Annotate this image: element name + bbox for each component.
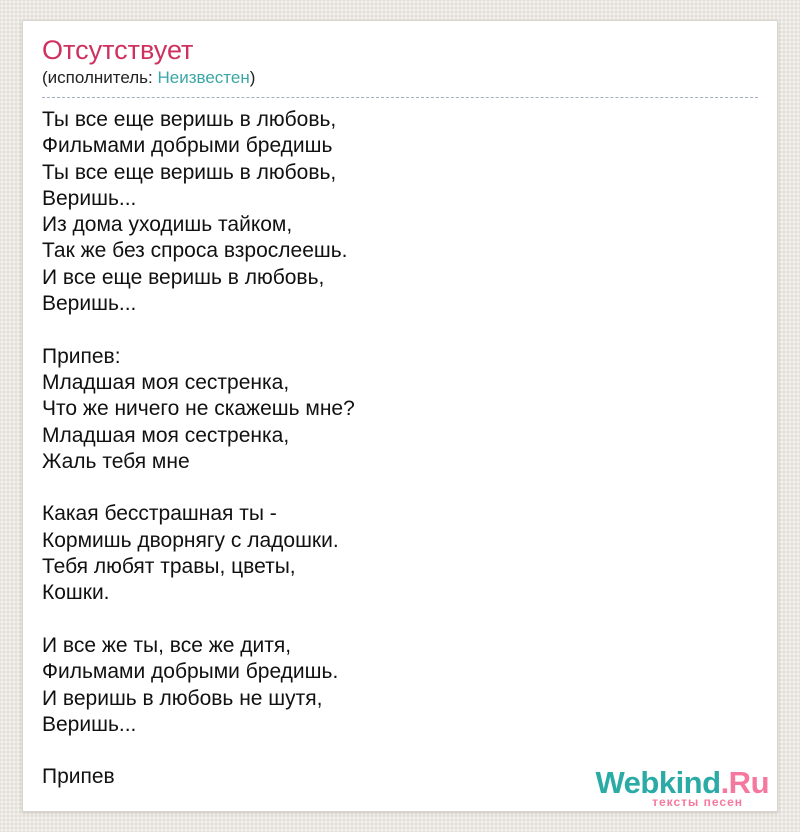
lyrics-line: Тебя любят травы, цветы, (42, 555, 296, 579)
lyrics-line: Кошки. (42, 581, 110, 605)
lyrics-line (42, 738, 758, 764)
lyrics-line: Фильмами добрыми бредишь (42, 134, 333, 158)
logo-text-ru: .Ru (720, 765, 769, 800)
lyrics-line: Из дома уходишь тайком, (42, 213, 293, 237)
lyrics-line: И веришь в любовь не шутя, (42, 686, 323, 710)
lyrics-text (42, 107, 758, 791)
lyrics-line: Так же без спроса взрослеешь. (42, 239, 348, 263)
artist-label: (исполнитель: (42, 68, 158, 87)
lyrics-line: Припев: (42, 344, 121, 368)
lyrics-line: Жаль тебя мне (42, 449, 190, 473)
page-title: Отсутствует (42, 35, 194, 65)
lyrics-line: Что же ничего не скажешь мне? (42, 397, 355, 421)
webkind-logo[interactable] (595, 765, 769, 809)
lyrics-line (42, 317, 758, 343)
lyrics-line: Кормишь дворнягу с ладошки. (42, 528, 339, 552)
logo-tagline: тексты песен (652, 795, 743, 809)
lyrics-line (42, 607, 758, 633)
lyrics-line: Младшая моя сестренка, (42, 423, 290, 447)
webkind-logo-wordmark (595, 765, 769, 800)
logo-text-webkind: Webkind (595, 765, 721, 800)
lyrics-line: Фильмами добрыми бредишь. (42, 660, 339, 684)
artist-link[interactable]: Неизвестен (157, 68, 250, 87)
lyrics-line: Веришь... (42, 712, 137, 736)
lyrics-card (22, 20, 778, 812)
lyrics-line: Веришь... (42, 186, 137, 210)
lyrics-line: Веришь... (42, 292, 137, 316)
artist-line (42, 67, 758, 88)
lyrics-line: Ты все еще веришь в любовь, (42, 160, 337, 184)
lyrics-line: Младшая моя сестренка, (42, 370, 290, 394)
artist-label-suffix: ) (249, 68, 256, 87)
lyrics-line: Какая бесстрашная ты - (42, 502, 277, 526)
lyrics-line: Ты все еще веришь в любовь, (42, 108, 337, 131)
lyrics-line: И все еще веришь в любовь, (42, 265, 325, 289)
lyrics-line (42, 475, 758, 501)
dotted-divider (42, 97, 758, 98)
lyrics-line: Припев (42, 765, 115, 789)
lyrics-line: И все же ты, все же дитя, (42, 633, 292, 657)
